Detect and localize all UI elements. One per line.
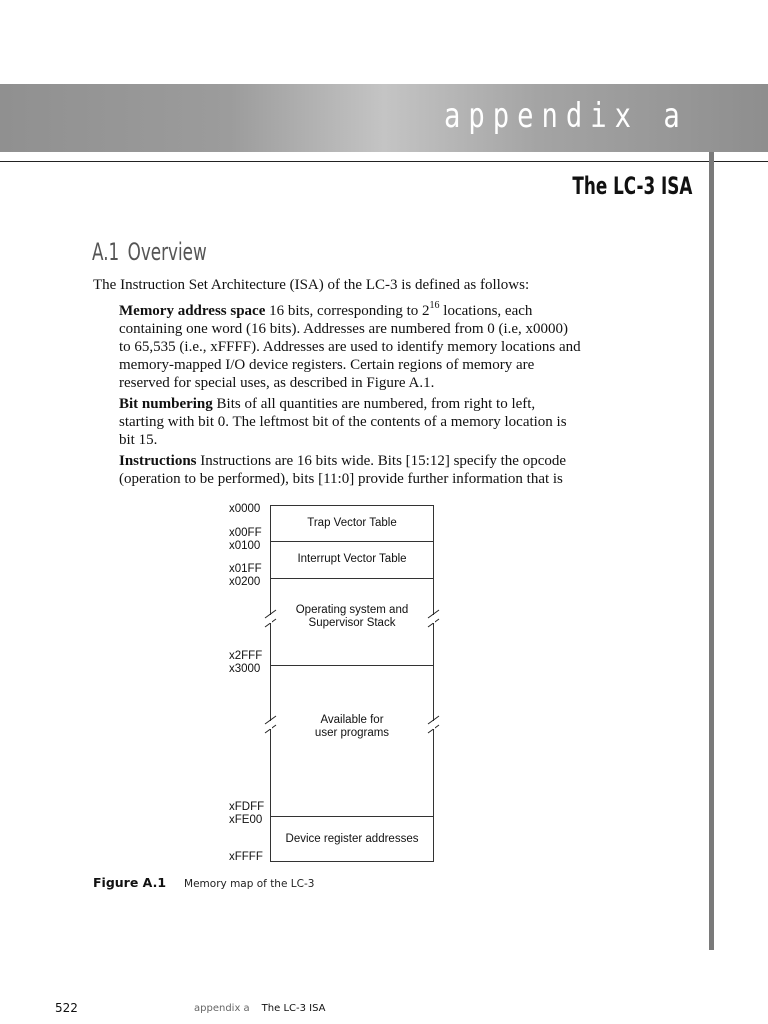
address-label: x3000 — [229, 663, 261, 675]
break-mark-icon — [427, 609, 441, 629]
running-head-appendix: appendix a — [194, 1003, 250, 1014]
break-mark-icon — [264, 715, 278, 735]
definition-text: Bits of all quantities are numbered, from right to left, starting with bit 0. The leftmost bit of the contents of a memory location is bit 15. — [119, 396, 567, 448]
chapter-title: The LC-3 ISA — [572, 172, 692, 200]
region-device-registers — [270, 816, 434, 862]
definition-bit-numbering — [119, 395, 581, 449]
region-user-programs — [270, 665, 434, 817]
page-number: 522 — [55, 1001, 78, 1015]
definition-text: 16 bits, corresponding to 2 — [265, 303, 430, 319]
section-title: Overview — [127, 238, 207, 266]
definition-memory-address-space — [119, 302, 581, 392]
definition-list — [119, 302, 581, 491]
definition-instructions — [119, 452, 581, 488]
region-label: Supervisor Stack — [308, 617, 396, 629]
address-label: x0200 — [229, 576, 261, 588]
definition-text: Instructions are 16 bits wide. Bits [15:12] specify the opcode (operation to be performed), bits [11:0] provide further information that is — [119, 453, 567, 487]
address-label: x0100 — [229, 540, 261, 552]
region-trap-vector-table — [270, 505, 434, 542]
figure-caption-text: Memory map of the LC-3 — [184, 878, 315, 890]
address-label: xFDFF — [229, 801, 265, 813]
region-label: Interrupt Vector Table — [297, 553, 407, 565]
address-label: xFE00 — [229, 814, 263, 826]
section-heading — [92, 238, 207, 266]
definition-term: Instructions — [119, 453, 197, 469]
break-mark-icon — [264, 609, 278, 629]
definition-text: locations, each containing one word (16 bits). Addresses are numbered from 0 (i.e, x0000) to 65,535 (i.e., xFFFF). Addresses are used to identify memory locations and memory-mapped I/O device registers. Certain regions of memory are reserved for special uses, as described in Figure A.1. — [119, 303, 581, 391]
banner-rule — [0, 161, 768, 162]
definition-term: Bit numbering — [119, 396, 213, 412]
superscript: 16 — [429, 300, 440, 311]
address-label: x2FFF — [229, 650, 263, 662]
figure-caption — [93, 874, 314, 892]
figure-label: Figure A.1 — [93, 875, 167, 890]
running-head-title: The LC-3 ISA — [261, 1003, 326, 1014]
region-interrupt-vector-table — [270, 541, 434, 579]
section-number: A.1 — [92, 238, 120, 266]
running-head — [194, 1003, 325, 1014]
region-label: Available for — [320, 714, 384, 726]
intro-paragraph: The Instruction Set Architecture (ISA) of the LC-3 is defined as follows: — [93, 277, 530, 293]
side-bar — [709, 152, 714, 950]
region-label: Device register addresses — [285, 833, 419, 845]
memory-map-diagram — [228, 500, 468, 870]
address-label: x00FF — [229, 527, 262, 539]
address-label: x0000 — [229, 503, 261, 515]
appendix-title: appendix a — [444, 96, 688, 136]
region-label: Operating system and — [295, 604, 409, 616]
region-label: Trap Vector Table — [307, 517, 397, 529]
break-mark-icon — [427, 715, 441, 735]
address-label: xFFFF — [229, 851, 263, 863]
definition-term: Memory address space — [119, 303, 266, 319]
region-operating-system — [270, 578, 434, 666]
region-label: user programs — [314, 727, 390, 739]
address-label: x01FF — [229, 563, 262, 575]
